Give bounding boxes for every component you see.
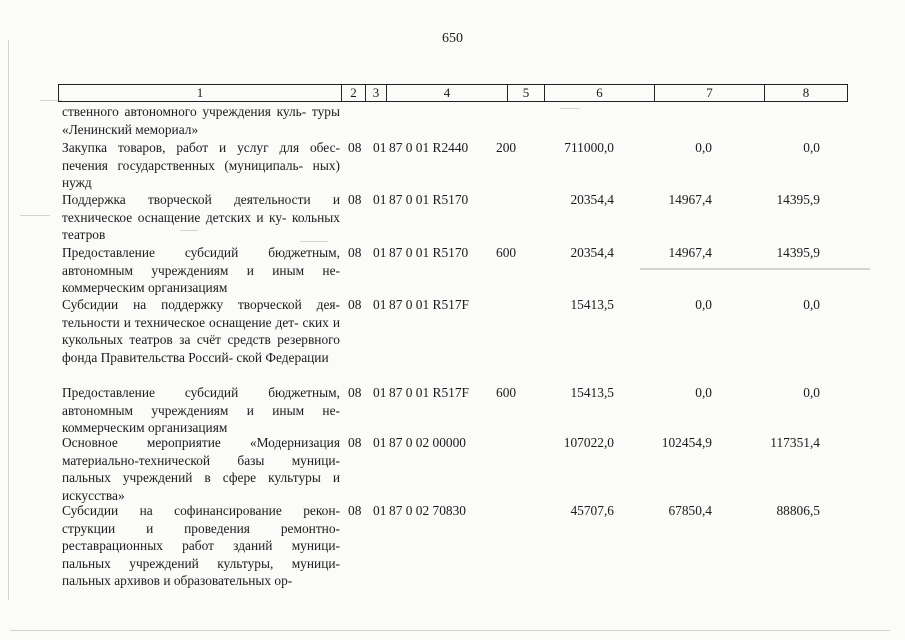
amount-year2: 0,0 xyxy=(695,140,712,155)
amount-year1: 20354,4 xyxy=(570,245,614,260)
column-header-year3: 8 xyxy=(802,85,810,100)
column-header-csr: 4 xyxy=(387,85,508,101)
expense-type-code: 600 xyxy=(496,245,517,260)
amount-year1: 15413,5 xyxy=(570,297,614,312)
amount-year1: 20354,4 xyxy=(570,192,614,207)
amount-year3: 14395,9 xyxy=(776,192,820,207)
amount-year1: 711000,0 xyxy=(564,140,614,155)
table-header-row xyxy=(58,84,848,102)
column-header-subsection: 3 xyxy=(366,85,387,101)
row-name: Предоставление субсидий бюджетным, автономным учреждениям и иным не- коммерческим организациям xyxy=(62,385,340,436)
subsection-code: 01 xyxy=(373,192,387,207)
section-code: 08 xyxy=(348,245,362,260)
target-article-code: 87 0 01 R5170 xyxy=(389,192,469,207)
amount-year3: 0,0 xyxy=(803,297,820,312)
row-name: Субсидии на поддержку творческой дея- тельности и техническое оснащение дет- ских и кукольных театров за счёт средств резервного фонда Правительства Россий- ской Федерации xyxy=(62,297,340,365)
row-name: Поддержка творческой деятельности и техническое оснащение детских и ку- кольных театров xyxy=(62,192,340,243)
row-name: Основное мероприятие «Модернизация материально-технической базы муници- пальных учреждений в сфере культуры и искусства» xyxy=(62,435,340,503)
scan-artifact xyxy=(20,215,50,216)
row-name: ственного автономного учреждения куль- туры «Ленинский мемориал» xyxy=(62,104,340,137)
subsection-code: 01 xyxy=(373,503,387,518)
target-article-code: 87 0 01 R517F xyxy=(389,385,469,400)
amount-year1: 45707,6 xyxy=(570,503,614,518)
target-article-code: 87 0 01 R5170 xyxy=(389,245,469,260)
target-article-code: 87 0 02 00000 xyxy=(389,435,466,450)
amount-year3: 0,0 xyxy=(803,385,820,400)
row-name: Закупка товаров, работ и услуг для обес- печения государственных (муниципаль- ных) нужд xyxy=(62,140,340,191)
section-code: 08 xyxy=(348,140,362,155)
scan-artifact xyxy=(40,100,62,101)
amount-year1: 15413,5 xyxy=(570,385,614,400)
scan-artifact xyxy=(180,230,198,231)
column-header-year2: 7 xyxy=(655,85,765,101)
scan-artifact xyxy=(300,241,328,242)
expense-type-code: 200 xyxy=(496,140,517,155)
subsection-code: 01 xyxy=(373,297,387,312)
amount-year3: 117351,4 xyxy=(770,435,820,450)
amount-year2: 0,0 xyxy=(695,297,712,312)
amount-year2: 14967,4 xyxy=(668,245,712,260)
column-header-section: 2 xyxy=(342,85,366,101)
amount-year1: 107022,0 xyxy=(563,435,614,450)
target-article-code: 87 0 02 70830 xyxy=(389,503,466,518)
section-code: 08 xyxy=(348,435,362,450)
target-article-code: 87 0 01 R2440 xyxy=(389,140,469,155)
section-code: 08 xyxy=(348,385,362,400)
scan-artifact xyxy=(640,268,870,270)
section-code: 08 xyxy=(348,297,362,312)
amount-year2: 67850,4 xyxy=(668,503,712,518)
subsection-code: 01 xyxy=(373,435,387,450)
scan-artifact xyxy=(560,108,580,109)
scan-artifact xyxy=(8,40,9,600)
amount-year3: 14395,9 xyxy=(776,245,820,260)
row-name: Предоставление субсидий бюджетным, автономным учреждениям и иным не- коммерческим организациям xyxy=(62,245,340,296)
amount-year2: 0,0 xyxy=(695,385,712,400)
amount-year3: 88806,5 xyxy=(776,503,820,518)
column-header-year1: 6 xyxy=(545,85,655,101)
section-code: 08 xyxy=(348,503,362,518)
subsection-code: 01 xyxy=(373,245,387,260)
scan-artifact xyxy=(10,630,890,631)
subsection-code: 01 xyxy=(373,140,387,155)
expense-type-code: 600 xyxy=(496,385,517,400)
section-code: 08 xyxy=(348,192,362,207)
column-header-name: 1 xyxy=(59,85,342,101)
subsection-code: 01 xyxy=(373,385,387,400)
target-article-code: 87 0 01 R517F xyxy=(389,297,469,312)
amount-year2: 14967,4 xyxy=(668,192,712,207)
row-name: Субсидии на софинансирование рекон- струкции и проведения ремонтно- реставрационных работ зданий муници- пальных учреждений культуры, муници- пальных архивов и образовательных ор- xyxy=(62,503,340,589)
column-header-vr: 5 xyxy=(508,85,545,101)
page-number: 650 xyxy=(442,31,463,46)
amount-year2: 102454,9 xyxy=(661,435,712,450)
amount-year3: 0,0 xyxy=(803,140,820,155)
